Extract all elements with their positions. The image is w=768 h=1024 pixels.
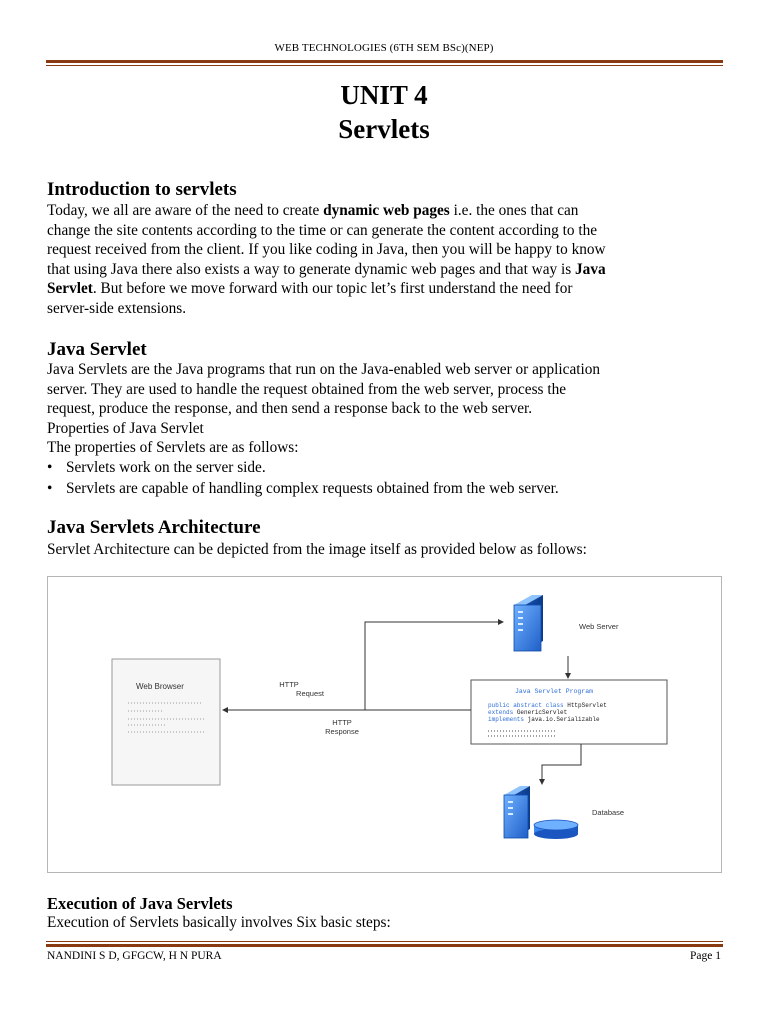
bullet-icon: • — [47, 480, 53, 497]
svg-text:public abstract class HttpServ: public abstract class HttpServlet — [488, 702, 607, 709]
http-request-label: HTTP Request — [279, 680, 324, 698]
running-header: WEB TECHNOLOGIES (6TH SEM BSc)(NEP) — [274, 42, 494, 54]
footer-rule-thick — [46, 944, 723, 947]
bullet-item: • Servlets work on the server side. — [47, 459, 266, 476]
web-browser-label: Web Browser — [136, 682, 184, 691]
web-server-label: Web Server — [579, 622, 619, 631]
java-servlet-heading: Java Servlet — [47, 339, 147, 360]
unit-title: UNIT 4 — [340, 80, 428, 110]
web-server-icon — [514, 595, 543, 651]
architecture-heading: Java Servlets Architecture — [47, 517, 261, 538]
intro-line-2: change the site contents according to the time or can generate the content according to the — [47, 221, 598, 239]
footer-rule-thin — [46, 941, 723, 942]
database-icon — [504, 786, 578, 839]
execution-text: Execution of Servlets basically involves Six basic steps: — [47, 914, 391, 931]
architecture-text: Servlet Architecture can be depicted from the image itself as provided below as follows: — [47, 541, 587, 558]
java-servlet-paragraph: Java Servlets are the Java programs that run on the Java-enabled web server or application server. They are used to handle the request obtained from the web server, process the request, produce the response, and then send a response back to the web server. — [47, 361, 601, 417]
http-response-label: HTTP Response — [325, 718, 359, 736]
intro-heading: Introduction to servlets — [47, 179, 237, 200]
intro-paragraph — [47, 201, 721, 318]
intro-line-5: Servlet. But before we move forward with our topic let’s first understand the need for — [47, 280, 573, 297]
execution-heading: Execution of Java Servlets — [47, 894, 233, 913]
intro-line-3: request received from the client. If you like coding in Java, then you will be happy to know — [47, 241, 606, 258]
intro-line-1: Today, we all are aware of the need to create dynamic web pages i.e. the ones that can — [47, 202, 579, 219]
page-number: Page 1 — [690, 950, 721, 962]
header-rule-thick — [46, 60, 723, 63]
architecture-diagram-svg — [48, 577, 721, 872]
servlet-program-title: Java Servlet Program — [515, 688, 594, 695]
intro-line-4: that using Java there also exists a way to generate dynamic web pages and that way is Java — [47, 260, 606, 278]
properties-intro: The properties of Servlets are as follows: — [47, 439, 299, 456]
footer-author: NANDINI S D, GFGCW, H N PURA — [47, 950, 222, 962]
topic-title: Servlets — [338, 114, 430, 144]
bullet-icon: • — [47, 459, 53, 476]
architecture-diagram — [47, 576, 722, 873]
svg-text:implements java.io.Serializabl: implements java.io.Serializable — [488, 716, 600, 723]
properties-title: Properties of Java Servlet — [47, 420, 204, 437]
bullet-item: • Servlets are capable of handling complex requests obtained from the web server. — [47, 480, 559, 497]
web-browser-box — [112, 659, 220, 785]
svg-text:extends GenericServlet: extends GenericServlet — [488, 709, 568, 716]
database-label: Database — [592, 808, 625, 817]
intro-line-6: server-side extensions. — [47, 299, 187, 317]
header-rule-thin — [46, 65, 723, 66]
servlet-program-box — [471, 680, 667, 744]
